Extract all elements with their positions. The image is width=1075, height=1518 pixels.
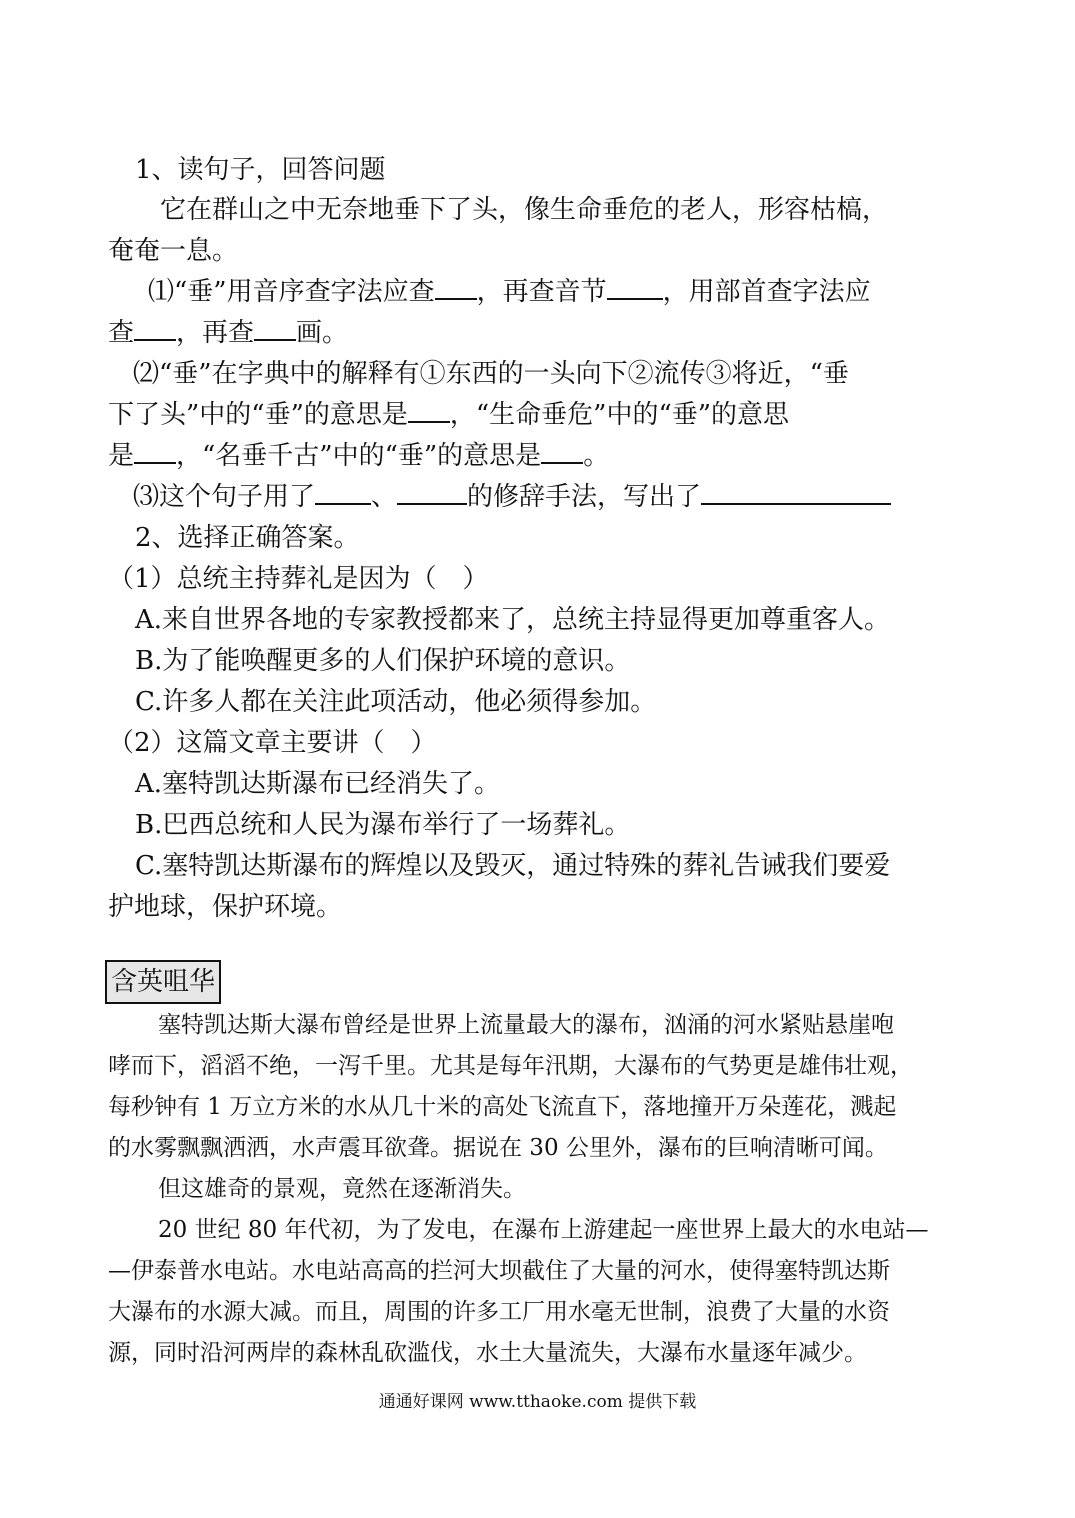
q2-sub2-option-c-cont: 护地球，保护环境。 <box>108 892 343 922</box>
answer-blank[interactable] <box>408 399 450 423</box>
q1-heading: 1、读句子，回答问题 <box>135 155 386 185</box>
q2-sub2: （2）这篇文章主要讲（ ） <box>108 728 437 758</box>
passage-p1-line3: 每秒钟有 1 万立方米的水从几十米的高处飞流直下，落地撞开万朵莲花，溅起 <box>108 1094 897 1120</box>
q1-part2-line1: ⑵“垂”在字典中的解释有①东西的一头向下②流传③将近，“垂 <box>133 359 849 389</box>
q1-part2-line2: 下了头”中的“垂”的意思是 ，“生命垂危”中的“垂”的意思 <box>108 400 790 430</box>
q1-part1-line2: 查 ，再查 画。 <box>108 318 349 348</box>
q2-sub1-option-a[interactable]: A.来自世界各地的专家教授都来了，总统主持显得更加尊重客人。 <box>135 605 891 635</box>
passage-p3-line4: 源，同时沿河两岸的森林乱砍滥伐，水土大量流失，大瀑布水量逐年减少。 <box>108 1340 867 1366</box>
answer-blank[interactable] <box>254 317 296 341</box>
answer-blank[interactable] <box>607 276 663 300</box>
page-footer: 通通好课网 www.tthaoke.com 提供下载 <box>378 1392 697 1412</box>
q2-sub2-option-b[interactable]: B.巴西总统和人民为瀑布举行了一场葬礼。 <box>135 810 631 840</box>
q1-sentence-line1: 它在群山之中无奈地垂下了头，像生命垂危的老人，形容枯槁， <box>160 195 889 225</box>
q2-sub1: （1）总统主持葬礼是因为（ ） <box>108 564 489 594</box>
passage-p3-line2: —伊泰普水电站。水电站高高的拦河大坝截住了大量的河水，使得塞特凯达斯 <box>108 1258 890 1284</box>
passage-p2: 但这雄奇的景观，竟然在逐渐消失。 <box>158 1176 526 1202</box>
passage-p1-line4: 的水雾飘飘洒洒，水声震耳欲聋。据说在 30 公里外，瀑布的巨响清晰可闻。 <box>108 1135 888 1161</box>
passage-p3-line3: 大瀑布的水源大减。而且，周围的许多工厂用水毫无世制，浪费了大量的水资 <box>108 1299 890 1325</box>
q1-sentence-line2: 奄奄一息。 <box>108 236 239 266</box>
q2-sub2-option-a[interactable]: A.塞特凯达斯瀑布已经消失了。 <box>135 769 501 799</box>
passage-p1-line1: 塞特凯达斯大瀑布曾经是世界上流量最大的瀑布，汹涌的河水紧贴悬崖咆 <box>158 1012 894 1038</box>
passage-p1-line2: 哮而下，滔滔不绝，一泻千里。尤其是每年汛期，大瀑布的气势更是雄伟壮观， <box>108 1053 913 1079</box>
q2-sub2-option-c[interactable]: C.塞特凯达斯瀑布的辉煌以及毁灭，通过特殊的葬礼告诫我们要爱 <box>135 851 891 881</box>
answer-blank[interactable] <box>134 317 176 341</box>
answer-blank[interactable] <box>315 481 371 505</box>
answer-blank[interactable] <box>134 440 176 464</box>
answer-blank[interactable] <box>397 481 467 505</box>
section-title: 含英咀华 <box>105 960 221 1004</box>
answer-blank[interactable] <box>541 440 583 464</box>
answer-blank[interactable] <box>701 481 891 505</box>
q2-heading: 2、选择正确答案。 <box>135 523 360 553</box>
q1-part2-line3: 是 ，“名垂千古”中的“垂”的意思是 。 <box>108 441 610 471</box>
answer-blank[interactable] <box>435 276 477 300</box>
q2-sub1-option-b[interactable]: B.为了能唤醒更多的人们保护环境的意识。 <box>135 646 631 676</box>
q2-sub1-option-c[interactable]: C.许多人都在关注此项活动，他必须得参加。 <box>135 687 657 717</box>
passage-p3-line1: 20 世纪 80 年代初，为了发电，在瀑布上游建起一座世界上最大的水电站— <box>158 1217 929 1243</box>
q1-part1-line1: ⑴“垂”用音序查字法应查 ，再查音节 ，用部首查字法应 <box>148 277 871 307</box>
q1-part3: ⑶这个句子用了 、 的修辞手法，写出了 <box>133 477 891 517</box>
